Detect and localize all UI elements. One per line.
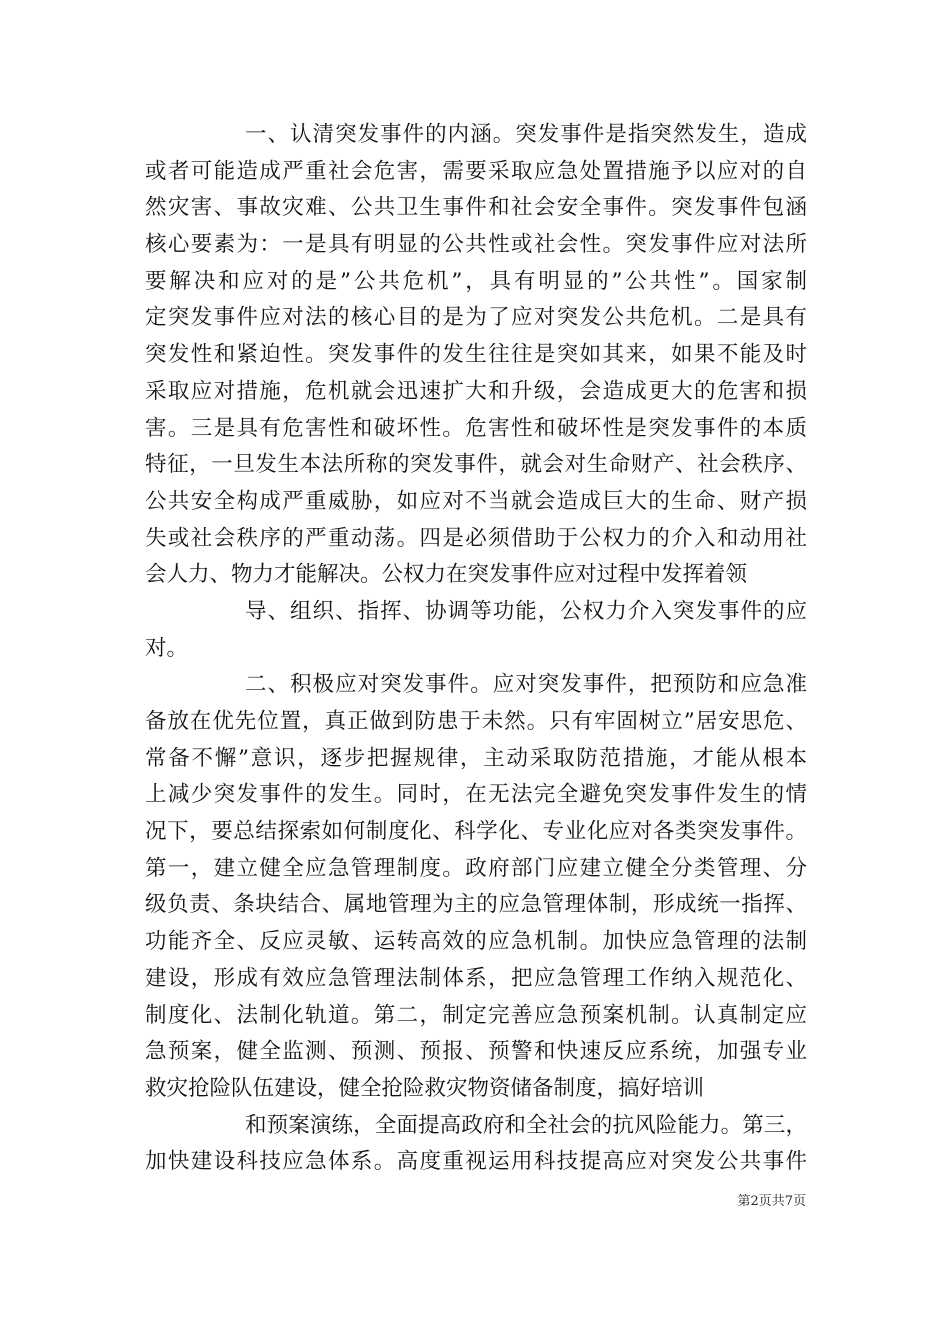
paragraph-line: 第一，建立健全应急管理制度。政府部门应建立健全分类管理、分 [145, 855, 807, 881]
body-text [145, 117, 807, 1181]
paragraph-line: 定突发事件应对法的核心目的是为了应对突发公共危机。二是具有 [145, 305, 807, 331]
paragraph-line: 突发性和紧迫性。突发事件的发生往往是突如其来，如果不能及时 [145, 342, 807, 368]
paragraph-line: 急预案，健全监测、预测、预报、预警和快速反应系统，加强专业 [145, 1039, 807, 1065]
paragraph-line: 救灾抢险队伍建设，健全抢险救灾物资储备制度，搞好培训 [145, 1075, 705, 1101]
paragraph-line: 常备不懈”意识，逐步把握规律，主动采取防范措施，才能从根本 [145, 745, 807, 771]
paragraph-line: 上减少突发事件的发生。同时，在无法完全避免突发事件发生的情 [145, 782, 807, 808]
paragraph-line: 要解决和应对的是”公共危机”，具有明显的”公共性”。国家制 [145, 268, 807, 294]
paragraph-line: 会人力、物力才能解决。公权力在突发事件应对过程中发挥着领 [145, 562, 748, 588]
paragraph-line: 公共安全构成严重威胁，如应对不当就会造成巨大的生命、财产损 [145, 488, 807, 514]
paragraph-line: 级负责、条块结合、属地管理为主的应急管理体制，形成统一指挥、 [145, 892, 807, 918]
paragraph-line: 特征，一旦发生本法所称的突发事件，就会对生命财产、社会秩序、 [145, 452, 807, 478]
paragraph-line: 核心要素为：一是具有明显的公共性或社会性。突发事件应对法所 [145, 232, 807, 258]
paragraph-line: 失或社会秩序的严重动荡。四是必须借助于公权力的介入和动用社 [145, 525, 807, 551]
paragraph-line: 对。 [145, 635, 189, 661]
paragraph-line: 害。三是具有危害性和破坏性。危害性和破坏性是突发事件的本质 [145, 415, 807, 441]
paragraph-line: 备放在优先位置，真正做到防患于未然。只有牢固树立”居安思危、 [145, 709, 807, 734]
page-number: 第2页共7页 [737, 1194, 806, 1209]
paragraph-line: 导、组织、指挥、协调等功能，公权力介入突发事件的应 [245, 598, 807, 624]
paragraph-line: 然灾害、事故灾难、公共卫生事件和社会安全事件。突发事件包涵 [145, 195, 807, 221]
paragraph-line: 二、积极应对突发事件。应对突发事件，把预防和应急准 [245, 672, 807, 698]
paragraph-line: 功能齐全、反应灵敏、运转高效的应急机制。加快应急管理的法制 [145, 929, 807, 955]
paragraph-line: 一、认清突发事件的内涵。突发事件是指突然发生，造成 [245, 122, 807, 147]
paragraph-line: 或者可能造成严重社会危害，需要采取应急处置措施予以应对的自 [145, 158, 807, 184]
paragraph-line: 加快建设科技应急体系。高度重视运用科技提高应对突发公共事件 [145, 1149, 807, 1175]
paragraph-line: 建设，形成有效应急管理法制体系，把应急管理工作纳入规范化、 [145, 965, 807, 991]
paragraph-line: 况下，要总结探索如何制度化、科学化、专业化应对各类突发事件。 [145, 819, 807, 845]
paragraph-line: 采取应对措施，危机就会迅速扩大和升级，会造成更大的危害和损 [145, 378, 807, 404]
paragraph-line: 制度化、法制化轨道。第二，制定完善应急预案机制。认真制定应 [145, 1002, 807, 1028]
paragraph-line: 和预案演练，全面提高政府和全社会的抗风险能力。第三， [245, 1112, 807, 1138]
